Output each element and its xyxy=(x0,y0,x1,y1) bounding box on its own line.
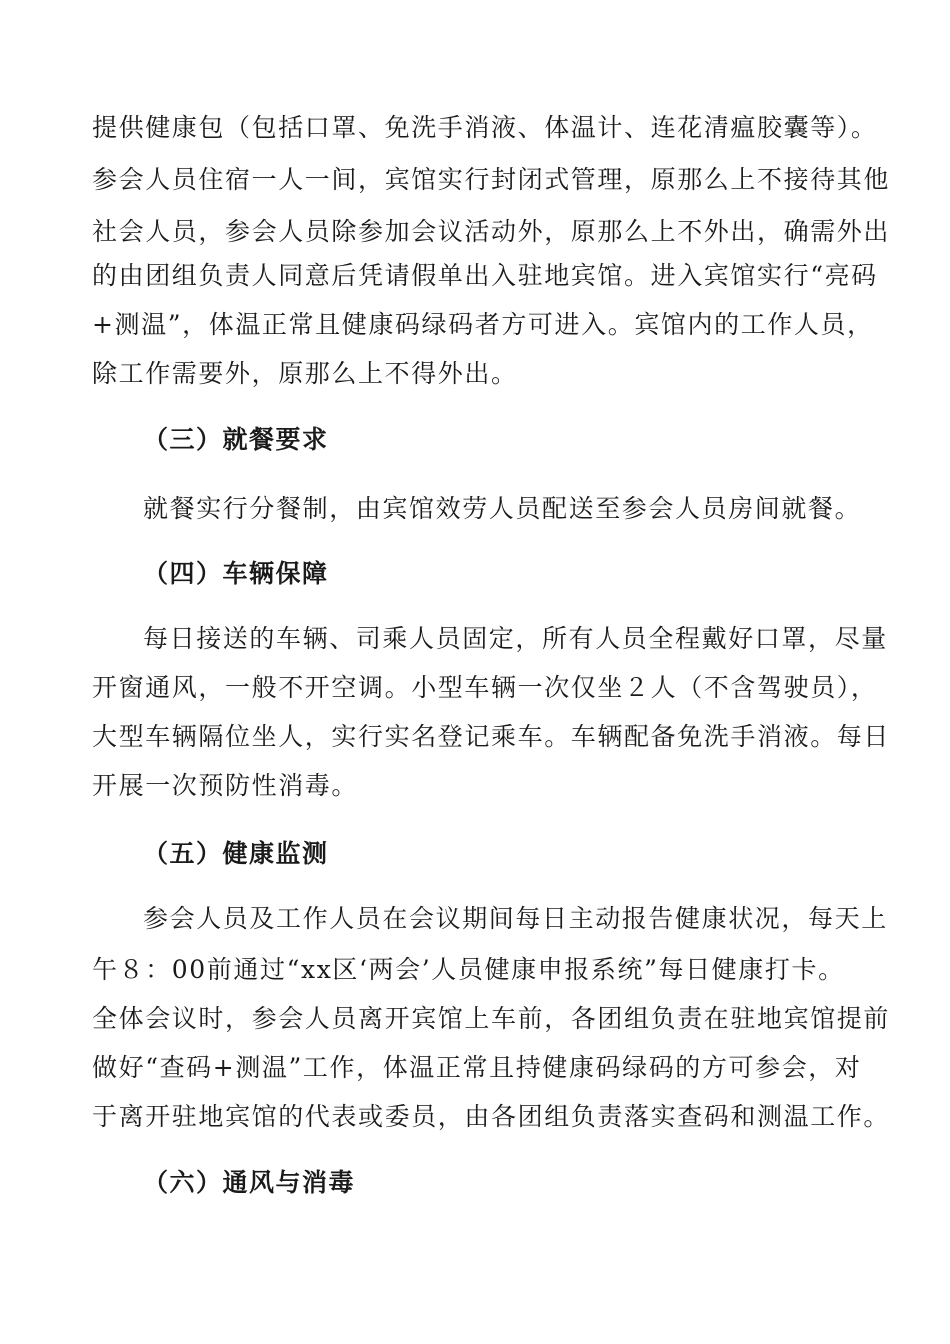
section-heading-ventilation: （六）通风与消毒 xyxy=(143,1168,356,1197)
section-heading-vehicles: （四）车辆保障 xyxy=(143,559,329,588)
paragraph-line: 参会人员住宿一人一间，宾馆实行封闭式管理，原那么上不接待其他 xyxy=(92,165,891,194)
paragraph-line: 社会人员，参会人员除参加会议活动外，原那么上不外出，确需外出 xyxy=(92,217,891,246)
paragraph-line: 除工作需要外，原那么上不得外出。 xyxy=(92,359,518,388)
paragraph-line: 就餐实行分餐制，由宾馆效劳人员配送至参会人员房间就餐。 xyxy=(143,494,862,523)
paragraph-line: 开展一次预防性消毒。 xyxy=(92,771,359,800)
section-heading-dining: （三）就餐要求 xyxy=(143,425,329,454)
paragraph-line: 于离开驻地宾馆的代表或委员，由各团组负责落实查码和测温工作。 xyxy=(92,1102,891,1131)
paragraph-line: 参会人员及工作人员在会议期间每日主动报告健康状况，每天上 xyxy=(143,904,888,933)
paragraph-line: 提供健康包（包括口罩、免洗手消液、体温计、连花清瘟胶囊等）。 xyxy=(92,113,878,142)
paragraph-line: 的由团组负责人同意后凭请假单出入驻地宾馆。进入宾馆实行“亮码 xyxy=(92,261,878,290)
paragraph-line: +测温”，体温正常且健康码绿码者方可进入。宾馆内的工作人员， xyxy=(92,310,874,339)
section-heading-health-monitoring: （五）健康监测 xyxy=(143,839,329,868)
paragraph-line: 全体会议时，参会人员离开宾馆上车前，各团组负责在驻地宾馆提前 xyxy=(92,1004,891,1033)
paragraph-line: 做好“查码+测温”工作，体温正常且持健康码绿码的方可参会，对 xyxy=(92,1053,862,1082)
paragraph-line: 午８：00前通过“xx区‘两会’人员健康申报系统”每日健康打卡。 xyxy=(92,955,845,984)
paragraph-line: 大型车辆隔位坐人，实行实名登记乘车。车辆配备免洗手消液。每日 xyxy=(92,722,891,751)
paragraph-line: 开窗通风，一般不开空调。小型车辆一次仅坐２人（不含驾驶员）， xyxy=(92,673,878,702)
paragraph-line: 每日接送的车辆、司乘人员固定，所有人员全程戴好口罩，尽量 xyxy=(143,624,888,653)
